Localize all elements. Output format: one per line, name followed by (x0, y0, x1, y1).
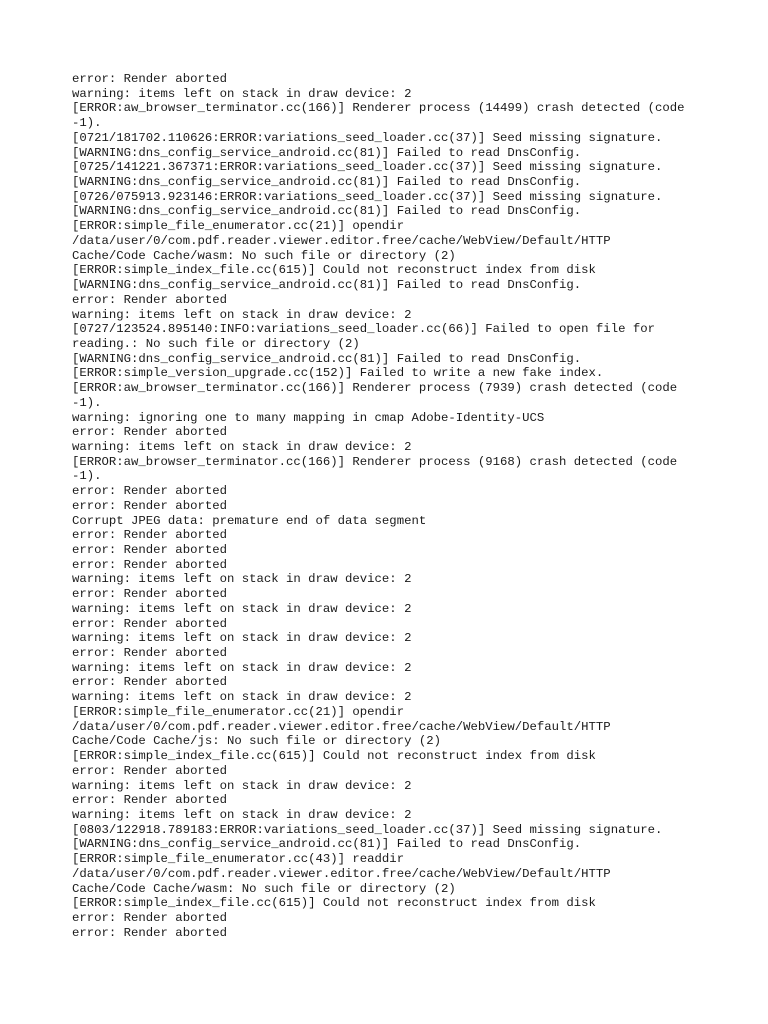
log-line: [ERROR:simple_index_file.cc(615)] Could not reconstruct index from disk (72, 896, 596, 911)
log-line: error: Render aborted (72, 793, 227, 808)
log-line: error: Render aborted (72, 763, 227, 778)
log-line: [ERROR:simple_file_enumerator.cc(21)] opendir (72, 219, 405, 234)
log-line: error: Render aborted (72, 587, 227, 602)
log-line: warning: items left on stack in draw device: 2 (72, 439, 412, 454)
log-line: /data/user/0/com.pdf.reader.viewer.editor.free/cache/WebView/Default/HTTP (72, 233, 611, 248)
log-line: warning: items left on stack in draw device: 2 (72, 631, 412, 646)
log-line: error: Render aborted (72, 292, 227, 307)
log-line: [WARNING:dns_config_service_android.cc(81)] Failed to read DnsConfig. (72, 175, 582, 190)
log-line: error: Render aborted (72, 675, 227, 690)
log-line: -1). (72, 395, 102, 410)
log-line: warning: items left on stack in draw device: 2 (72, 778, 412, 793)
log-line: error: Render aborted (72, 616, 227, 631)
log-line: error: Render aborted (72, 425, 227, 440)
log-line: [ERROR:simple_file_enumerator.cc(21)] opendir (72, 704, 405, 719)
log-line: [0803/122918.789183:ERROR:variations_seed_loader.cc(37)] Seed missing signature. (72, 822, 663, 837)
log-line: /data/user/0/com.pdf.reader.viewer.editor.free/cache/WebView/Default/HTTP (72, 866, 611, 881)
log-line: warning: ignoring one to many mapping in cmap Adobe-Identity-UCS (72, 410, 545, 425)
log-line: [ERROR:simple_version_upgrade.cc(152)] Failed to write a new fake index. (72, 366, 604, 381)
log-line: warning: items left on stack in draw device: 2 (72, 86, 412, 101)
log-line: [WARNING:dns_config_service_android.cc(81)] Failed to read DnsConfig. (72, 351, 582, 366)
log-line: error: Render aborted (72, 925, 227, 940)
log-line: warning: items left on stack in draw device: 2 (72, 307, 412, 322)
log-line: [ERROR:aw_browser_terminator.cc(166)] Renderer process (7939) crash detected (code (72, 381, 678, 396)
log-line: [WARNING:dns_config_service_android.cc(81)] Failed to read DnsConfig. (72, 204, 582, 219)
log-line: -1). (72, 469, 102, 484)
log-line: warning: items left on stack in draw device: 2 (72, 601, 412, 616)
log-line: [ERROR:simple_index_file.cc(615)] Could not reconstruct index from disk (72, 263, 596, 278)
log-line: [WARNING:dns_config_service_android.cc(81)] Failed to read DnsConfig. (72, 278, 582, 293)
log-line: [0726/075913.923146:ERROR:variations_seed_loader.cc(37)] Seed missing signature. (72, 189, 663, 204)
log-line: Cache/Code Cache/wasm: No such file or directory (2) (72, 248, 456, 263)
log-line: error: Render aborted (72, 910, 227, 925)
log-line: /data/user/0/com.pdf.reader.viewer.editor.free/cache/WebView/Default/HTTP (72, 719, 611, 734)
log-line: error: Render aborted (72, 72, 227, 86)
log-line: warning: items left on stack in draw device: 2 (72, 572, 412, 587)
log-line: warning: items left on stack in draw device: 2 (72, 690, 412, 705)
log-line: [WARNING:dns_config_service_android.cc(81)] Failed to read DnsConfig. (72, 145, 582, 160)
log-line: Corrupt JPEG data: premature end of data segment (72, 513, 427, 528)
log-line: [WARNING:dns_config_service_android.cc(81)] Failed to read DnsConfig. (72, 837, 582, 852)
log-line: error: Render aborted (72, 498, 227, 513)
log-line: error: Render aborted (72, 646, 227, 661)
log-line: error: Render aborted (72, 543, 227, 557)
log-line: [ERROR:simple_file_enumerator.cc(43)] readdir (72, 852, 405, 867)
log-line: Cache/Code Cache/js: No such file or directory (2) (72, 734, 441, 749)
log-line: error: Render aborted (72, 484, 227, 499)
log-line: error: Render aborted (72, 528, 227, 543)
log-line: reading.: No such file or directory (2) (72, 336, 360, 351)
log-line: [ERROR:aw_browser_terminator.cc(166)] Renderer process (9168) crash detected (code (72, 454, 678, 469)
log-line: [ERROR:simple_index_file.cc(615)] Could not reconstruct index from disk (72, 749, 596, 764)
log-line: warning: items left on stack in draw device: 2 (72, 807, 412, 822)
log-line: [ERROR:aw_browser_terminator.cc(166)] Renderer process (14499) crash detected (code (72, 101, 685, 116)
log-line: -1). (72, 116, 102, 131)
log-text-block (72, 72, 712, 940)
log-line: Cache/Code Cache/wasm: No such file or directory (2) (72, 881, 456, 896)
log-line: [0727/123524.895140:INFO:variations_seed_loader.cc(66)] Failed to open file for (72, 322, 655, 337)
log-line: [0721/181702.110626:ERROR:variations_seed_loader.cc(37)] Seed missing signature. (72, 130, 663, 145)
log-line: error: Render aborted (72, 557, 227, 572)
log-line: warning: items left on stack in draw device: 2 (72, 660, 412, 675)
log-line: [0725/141221.367371:ERROR:variations_seed_loader.cc(37)] Seed missing signature. (72, 160, 663, 175)
